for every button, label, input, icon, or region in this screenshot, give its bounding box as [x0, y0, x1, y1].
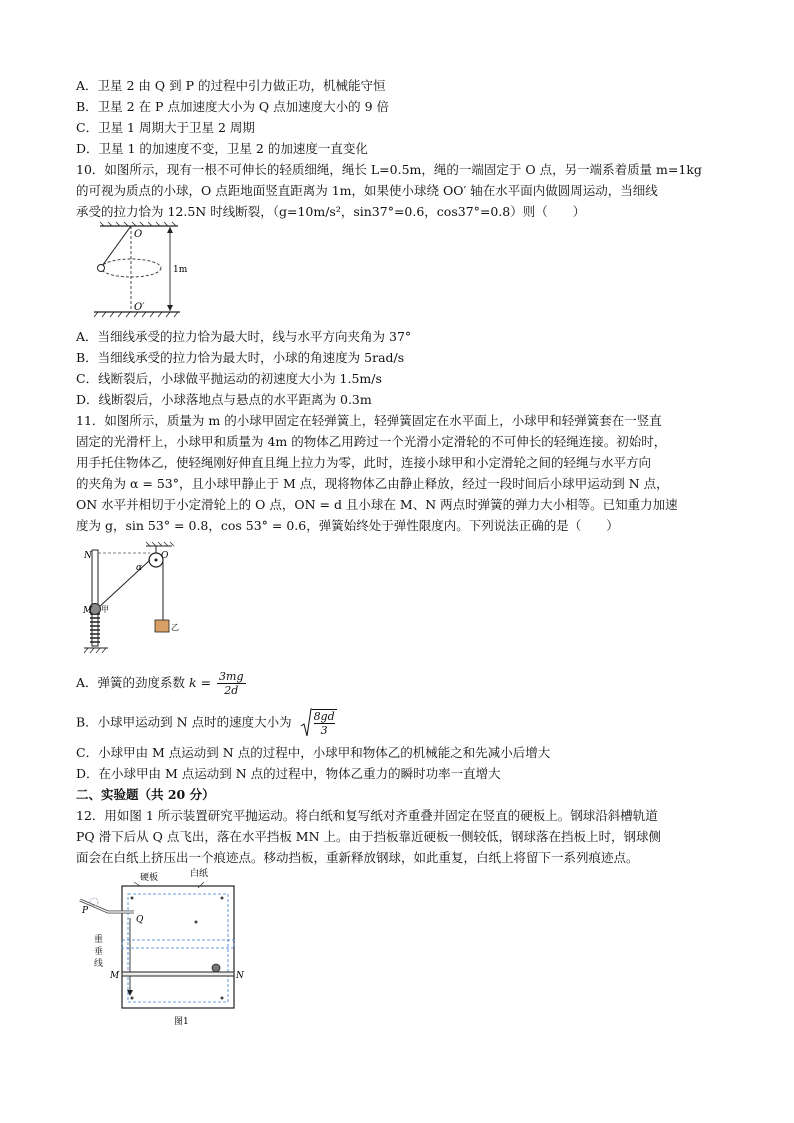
q11-stem-line: 的夹角为 α = 53°，且小球甲静止于 M 点，现将物体乙由静止释放，经过一段时间后小球甲运动到 N 点， — [76, 476, 669, 491]
q11-stem-line: 固定的光滑杆上，小球甲和质量为 4m 的物体乙用跨过一个光滑小定滑轮的不可伸长的轻绳连接。初始时， — [76, 434, 667, 449]
q10-ball — [98, 265, 105, 272]
fraction-numerator: 3mg — [219, 670, 244, 683]
label-white-paper: 白纸 — [190, 869, 209, 879]
q11-label-o: O — [161, 551, 169, 561]
q11-label-alpha: α — [136, 563, 143, 573]
q12-stem-line: PQ 滑下后从 Q 点飞出，落在水平挡板 MN 上。由于挡板靠近硬板一侧较低，钢球落在挡板上时，钢球侧 — [76, 829, 662, 844]
q10-option-b: B．当细线承受的拉力恰为最大时，小球的角速度为 5rad/s — [76, 350, 405, 365]
q10-label-o: O — [134, 229, 143, 240]
q10-height-label: 1m — [173, 265, 188, 275]
q10-option-a: A．当细线承受的拉力恰为最大时，线与水平方向夹角为 37° — [76, 329, 412, 344]
q11-option-d: D．在小球甲由 M 点运动到 N 点的过程中，物体乙重力的瞬时功率一直增大 — [76, 766, 501, 781]
q11-option-b-sqrt — [300, 708, 337, 738]
q11-stem-line: 11．如图所示，质量为 m 的小球甲固定在轻弹簧上，轻弹簧固定在水平面上，小球甲和轻弹簧套在一竖直 — [76, 413, 662, 428]
q10-option-c: C．线断裂后，小球做平抛运动的初速度大小为 1.5m/s — [76, 371, 382, 386]
q9-option-c: C．卫星 1 周期大于卫星 2 周期 — [76, 120, 255, 135]
fraction-denominator: 2d — [224, 684, 239, 697]
q10-stem-line: 承受的拉力恰为 12.5N 时线断裂，（g=10m/s²，sin37°=0.6，cos37°=0.8）则（ ） — [76, 204, 586, 219]
label-hard-board: 硬板 — [140, 873, 159, 883]
q11-rod — [92, 550, 98, 646]
q12-stem-line: 12．用如图 1 所示装置研究平抛运动。将白纸和复写纸对齐重叠并固定在竖直的硬板上。钢球沿斜槽轨道 — [76, 808, 658, 823]
label-plumb-line: 重垂线 — [94, 935, 104, 969]
q11-option-c: C．小球甲由 M 点运动到 N 点的过程中，小球甲和物体乙的机械能之和先减小后增大 — [76, 745, 551, 760]
q11-label-m: M — [83, 606, 93, 616]
q11-label-jia: 甲 — [101, 605, 109, 614]
hard-board — [122, 886, 234, 1008]
q10-option-d: D．线断裂后，小球落地点与悬点的水平距离为 0.3m — [76, 392, 372, 407]
q11-stem-line: 用手托住物体乙，使轻绳刚好伸直且绳上拉力为零，此时，连接小球甲和小定滑轮之间的轻绳与水平方向 — [76, 455, 652, 470]
label-p: P — [82, 906, 89, 916]
label-m: M — [110, 971, 120, 981]
q10-stem-line: 的可视为质点的小球，O 点距地面竖直距离为 1m，如果使小球绕 OO′ 轴在水平面内做圆周运动，当细线 — [76, 183, 658, 198]
q11-label-yi: 乙 — [171, 623, 179, 632]
q9-option-b: B．卫星 2 在 P 点加速度大小为 Q 点加速度大小的 9 倍 — [76, 99, 390, 114]
fraction-numerator: 8gd — [313, 710, 335, 723]
label-n: N — [236, 971, 244, 981]
q10-stem-line: 10．如图所示，现有一根不可伸长的轻质细绳，绳长 L=0.5m，绳的一端固定于 O 点，另一端系着质量 m=1kg — [76, 162, 702, 177]
q11-option-a — [76, 670, 726, 700]
q9-option-a: A．卫星 2 由 Q 到 P 的过程中引力做正功，机械能守恒 — [76, 78, 386, 93]
q11-option-a-k: k = — [189, 675, 212, 690]
q11-option-b — [76, 708, 726, 740]
q11-option-a-text: A．弹簧的劲度系数 — [76, 675, 186, 690]
fraction-denominator: 3 — [320, 724, 328, 737]
q11-stem-line: 度为 g，sin 53° = 0.8，cos 53° = 0.6，弹簧始终处于弹性限度内。下列说法正确的是（ ） — [76, 518, 619, 533]
q11-option-b-text: B．小球甲运动到 N 点时的速度大小为 — [76, 714, 292, 730]
q9-option-d: D．卫星 1 的加速度不变，卫星 2 的加速度一直变化 — [76, 141, 368, 156]
q11-block-yi — [155, 620, 169, 632]
section-heading: 二、实验题（共 20 分） — [76, 787, 215, 802]
q11-label-n: N — [84, 551, 92, 561]
q10-label-o-prime: O′ — [134, 302, 145, 313]
q10-figure — [90, 222, 200, 322]
baffle-mn — [122, 972, 234, 976]
q11-option-a-fraction — [217, 670, 245, 697]
label-q: Q — [136, 915, 144, 925]
q11-figure — [84, 540, 194, 660]
q11-stem-line: ON 水平并相切于小定滑轮上的 O 点，ON = d 且小球在 M、N 两点时弹簧的弹力大小相等。已知重力加速 — [76, 497, 678, 512]
sqrt-sign-icon — [300, 708, 312, 738]
q12-stem-line: 面会在白纸上挤压出一个痕迹点。移动挡板，重新释放钢球，如此重复，白纸上将留下一系列痕迹点。 — [76, 850, 639, 865]
figure-caption: 图1 — [174, 1017, 189, 1027]
steel-ball — [212, 964, 220, 972]
